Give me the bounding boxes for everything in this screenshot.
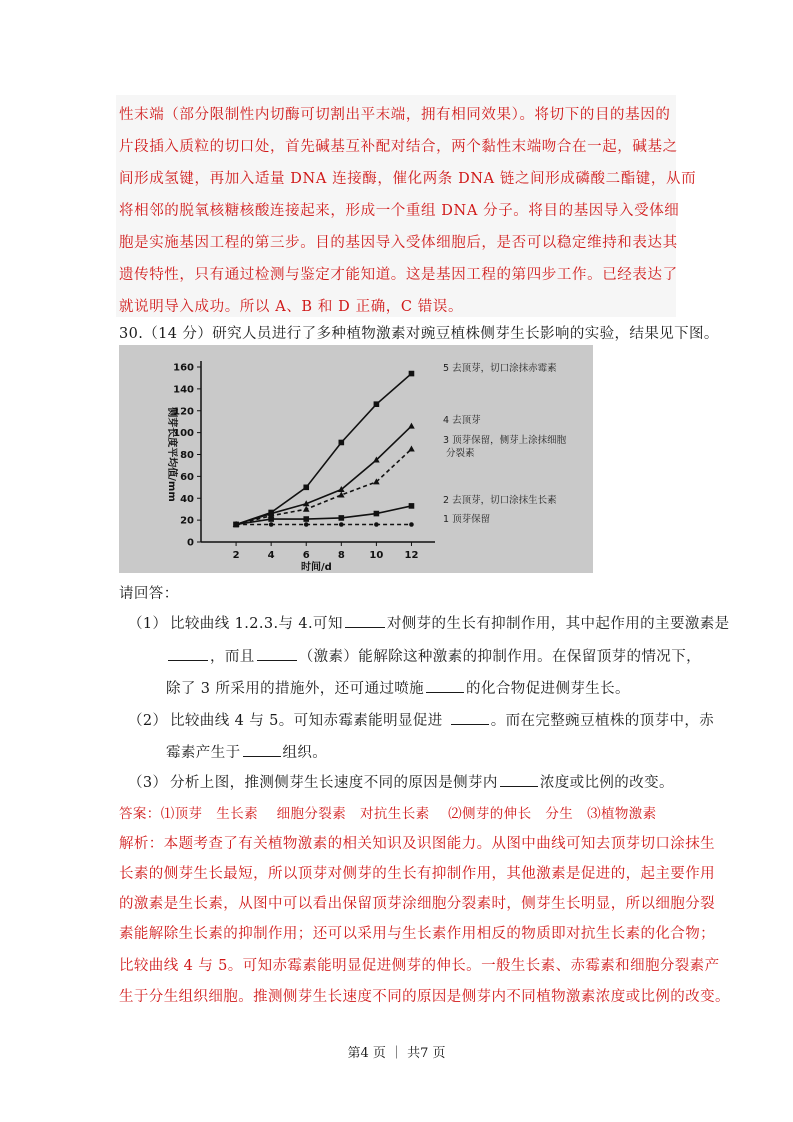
question-stem: 30.（14 分）研究人员进行了多种植物激素对豌豆植株侧芽生长影响的实验，结果见下图。: [119, 326, 719, 342]
data-point: [408, 446, 415, 452]
x-axis-label: 时间/d: [301, 562, 332, 573]
y-tick-label: 160: [173, 362, 194, 374]
data-point: [339, 515, 345, 521]
q1-text: （激素）能解除这种激素的抑制作用。在保留顶芽的情况下，: [298, 649, 702, 665]
q2-line-1: [170, 709, 714, 730]
q2-text: 。而在完整豌豆植株的顶芽中，赤: [490, 713, 715, 729]
q3-number: （3）: [128, 775, 168, 791]
explanation-line: 将相邻的脱氧核糖核酸连接起来，形成一个重组 DNA 分子。将目的基因导入受体细: [119, 203, 680, 219]
series-label: 1 顶芽保留: [443, 514, 491, 525]
y-tick-label: 120: [173, 406, 194, 418]
series-line: [236, 449, 411, 524]
y-tick-label: 140: [173, 384, 194, 396]
answer-blank[interactable]: [168, 646, 208, 661]
series-label: 4 去顶芽: [443, 415, 481, 426]
q1-line-3: [166, 677, 630, 698]
q1-text: 对侧芽的生长有抑制作用，其中起作用的主要激素是: [386, 616, 730, 632]
answer-blank[interactable]: [451, 710, 489, 725]
data-point: [409, 503, 415, 509]
data-point: [268, 516, 274, 522]
question-prompt: 请回答：: [119, 586, 179, 602]
data-point: [408, 423, 415, 429]
q1-number: （1）: [128, 616, 168, 632]
analysis-line: 长素的侧芽生长最短，所以顶芽对侧芽的生长有抑制作用，其他激素是促进的，起主要作用: [119, 866, 715, 882]
analysis-line: 生于分生组织细胞。推测侧芽生长速度不同的原因是侧芽内不同植物激素浓度或比例的改变。: [119, 989, 730, 1005]
data-point: [269, 522, 274, 527]
analysis-line: 比较曲线 4 与 5。可知赤霉素能明显促进侧芽的伸长。一般生长素、赤霉素和细胞分裂素产: [119, 958, 720, 974]
y-tick-label: 0: [187, 537, 194, 549]
q2-text: 组织。: [282, 745, 328, 761]
series-label: 2 去顶芽，切口涂抹生长素: [443, 495, 557, 506]
data-point: [374, 511, 380, 517]
data-point: [303, 506, 310, 512]
data-point: [304, 522, 309, 527]
data-point: [303, 485, 309, 491]
series-label: 3 顶芽保留，侧芽上涂抹细胞 分裂素: [443, 435, 567, 459]
data-point: [303, 516, 309, 522]
answer-blank[interactable]: [500, 772, 538, 787]
page-footer: 第4 页 ｜ 共7 页: [347, 1046, 446, 1061]
analysis-line: 解析：本题考查了有关植物激素的相关知识及识图能力。从图中曲线可知去顶芽切口涂抹生: [119, 836, 715, 852]
q3-text: 浓度或比例的改变。: [539, 775, 674, 791]
explanation-line: 片段插入质粒的切口处，首先碱基互补配对结合，两个黏性末端吻合在一起，碱基之: [119, 139, 678, 155]
data-point: [374, 401, 380, 407]
explanation-line: 胞是实施基因工程的第三步。目的基因导入受体细胞后，是否可以稳定维持和表达其: [119, 235, 678, 251]
data-point: [409, 371, 415, 377]
q2-line-2: [166, 741, 327, 762]
y-tick-label: 60: [180, 471, 194, 483]
q3-line-1: [170, 771, 674, 792]
data-point: [409, 522, 414, 527]
answer-blank[interactable]: [243, 742, 281, 757]
q2-number: （2）: [128, 713, 168, 729]
y-tick-label: 40: [180, 493, 194, 505]
growth-chart-svg: [119, 345, 593, 573]
data-point: [339, 522, 344, 527]
analysis-line: 的激素是生长素，从图中可以看出保留顶芽涂细胞分裂素时，侧芽生长明显，所以细胞分裂: [119, 896, 715, 912]
y-tick-label: 20: [180, 515, 194, 527]
data-point: [234, 522, 239, 527]
data-point: [374, 522, 379, 527]
analysis-line: 素能解除生长素的抑制作用；还可以采用与生长素作用相反的物质即对抗生长素的化合物；: [119, 926, 715, 942]
q2-text: 比较曲线 4 与 5。可知赤霉素能明显促进: [170, 713, 443, 729]
x-tick-label: 2: [232, 550, 240, 561]
x-tick-label: 6: [302, 550, 310, 561]
series-line: [236, 374, 411, 525]
series-label: 5 去顶芽，切口涂抹赤霉素: [443, 363, 557, 374]
answer-blank[interactable]: [426, 678, 464, 693]
q1-line-2: [166, 645, 701, 666]
explanation-line: 就说明导入成功。所以 A、B 和 D 正确，C 错误。: [119, 299, 464, 315]
q1-line-1: [170, 612, 730, 633]
y-tick-label: 80: [180, 450, 194, 461]
answer-blank[interactable]: [345, 613, 385, 628]
q1-text: 除了 3 所采用的措施外，还可通过喷施: [166, 681, 425, 697]
q1-text: 比较曲线 1.2.3.与 4.可知: [170, 616, 343, 632]
answer-blank[interactable]: [257, 646, 297, 661]
answer-line: 答案：⑴顶芽 生长素 细胞分裂素 对抗生长素 ⑵侧芽的伸长 分生 ⑶植物激素: [119, 806, 657, 822]
x-tick-label: 4: [267, 550, 275, 561]
explanation-line: 性末端（部分限制性内切酶可切割出平末端，拥有相同效果）。将切下的目的基因的: [119, 107, 671, 123]
y-axis-label: 侧芽长度平均值/mm: [166, 407, 177, 502]
x-tick-label: 10: [369, 550, 384, 561]
q1-text: 的化合物促进侧芽生长。: [466, 681, 630, 697]
data-point: [339, 440, 345, 446]
q1-text: ，而且: [210, 649, 255, 665]
q2-text: 霉素产生于: [166, 745, 241, 761]
series-line: [236, 426, 411, 524]
x-tick-label: 8: [337, 550, 345, 561]
x-tick-label: 12: [404, 550, 419, 561]
explanation-line: 间形成氢键，再加入适量 DNA 连接酶，催化两条 DNA 链之间形成磷酸二酯键，从而: [119, 171, 697, 187]
q3-text: 分析上图，推测侧芽生长速度不同的原因是侧芽内: [170, 775, 498, 791]
explanation-line: 遗传特性，只有通过检测与鉴定才能知道。这是基因工程的第四步工作。已经表达了: [119, 267, 678, 283]
y-tick-label: 100: [173, 428, 194, 440]
growth-chart: [119, 345, 593, 573]
